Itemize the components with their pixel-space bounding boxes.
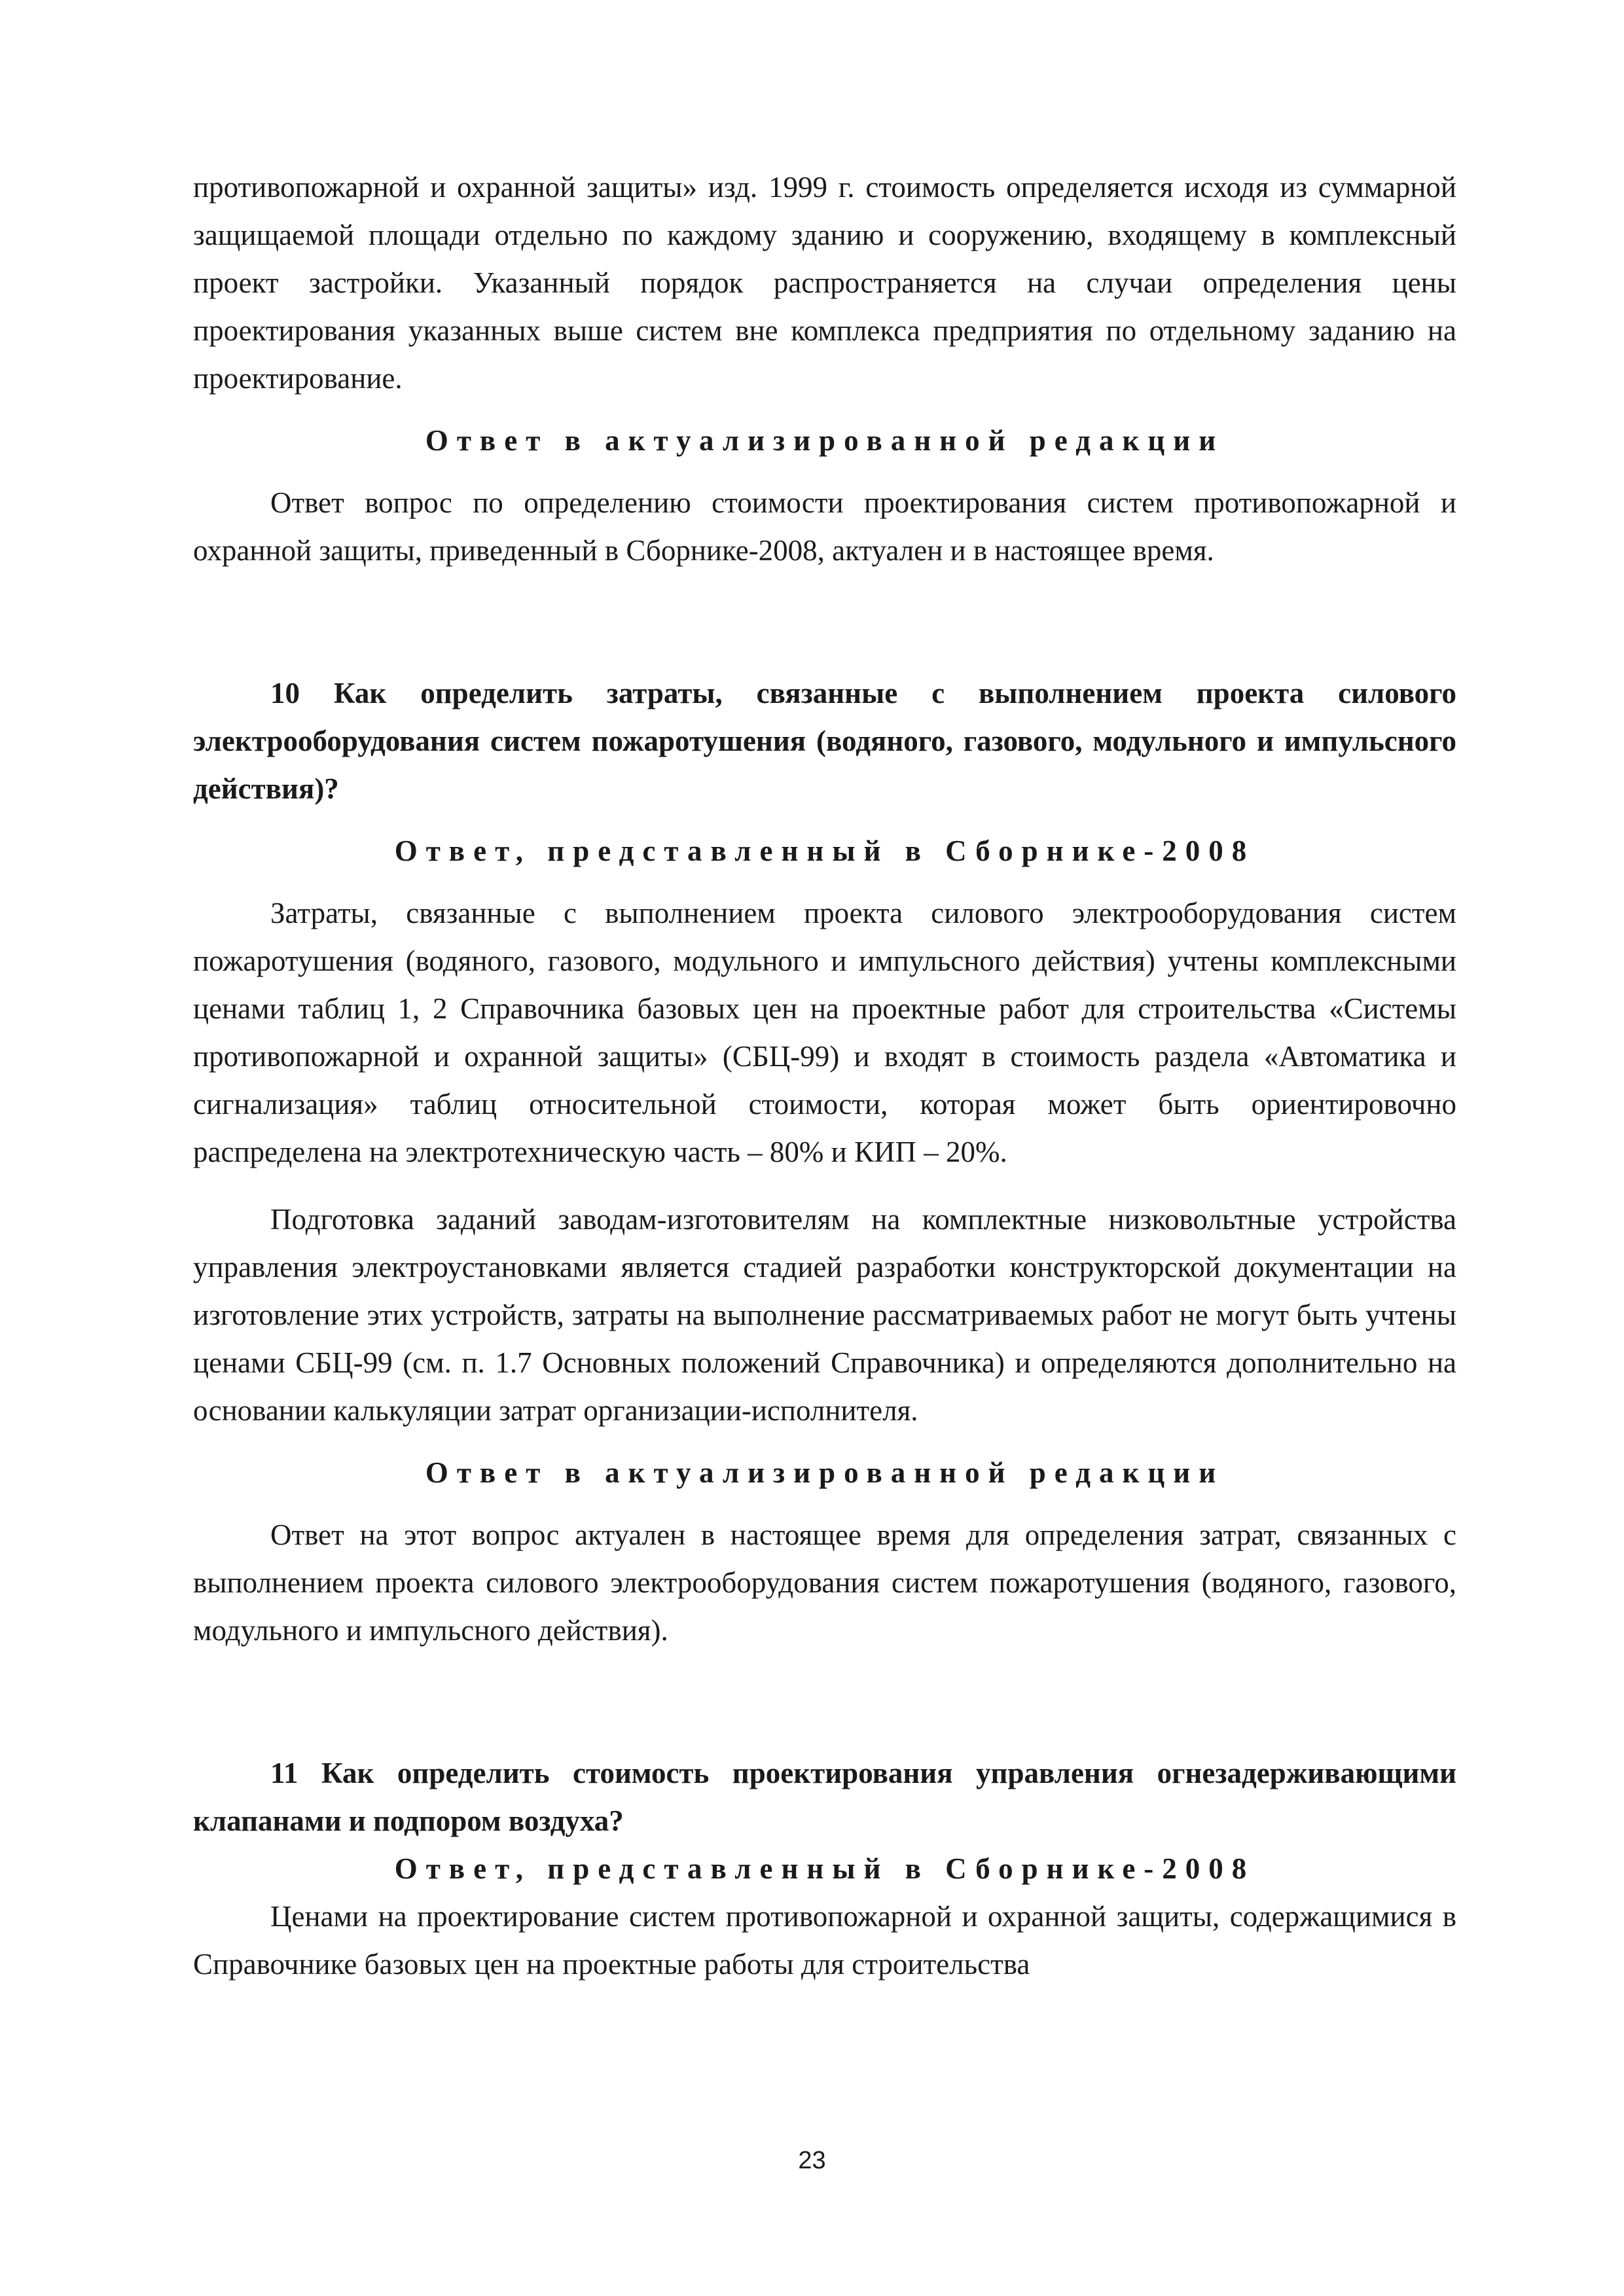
heading-collection-answer: Ответ, представленный в Сборнике-2008 [394, 834, 1255, 867]
heading-updated-answer: Ответ в актуализированной редакции [425, 1456, 1225, 1489]
heading-collection-answer: Ответ, представленный в Сборнике-2008 [394, 1852, 1255, 1885]
paragraph-updated-answer-9: Ответ вопрос по определению стоимости проектирования систем противопожарной и охранной защиты, приведенный в Сборнике-2008, актуален и в настоящее время. [193, 486, 1456, 567]
paragraph-updated-answer-10: Ответ на этот вопрос актуален в настоящее время для определения затрат, связанных с выполнением проекта силового электрооборудования систем пожаротушения (водяного, газового, модульного и импульсного действия). [193, 1518, 1456, 1647]
page-content [193, 164, 1456, 1988]
paragraph-collection-answer-10: Затраты, связанные с выполнением проекта силового электрооборудования систем пожаротушения (водяного, газового, модульного и импульсного действия) учтены комплексными ценами таблиц 1, 2 Справочника базовых цен на проектные работ для строительства «Системы противопожарной и охранной защиты» (СБЦ-99) и входят в стоимость раздела «Автоматика и сигнализация» таблиц относительной стоимости, которая может быть ориентировочно распределена на электротехническую часть – 80% и КИП – 20%. [193, 897, 1456, 1168]
question-11: 11 Как определить стоимость проектирования управления огнезадерживающими клапанами и подпором воздуха? [193, 1757, 1456, 1837]
page-number: 23 [798, 2147, 826, 2174]
paragraph-continued: противопожарной и охранной защиты» изд. 1999 г. стоимость определяется исходя из суммарной защищаемой площади отдельно по каждому зданию и сооружению, входящему в комплексный проект застройки. Указанный порядок распространяется на случаи определения цены проектирования указанных выше систем вне комплекса предприятия по отдельному заданию на проектирование. [193, 171, 1456, 395]
paragraph-collection-answer-11: Ценами на проектирование систем противопожарной и охранной защиты, содержащимися в Справочнике базовых цен на проектные работы для строительства [193, 1900, 1456, 1981]
question-10: 10 Как определить затраты, связанные с выполнением проекта силового электрооборудования систем пожаротушения (водяного, газового, модульного и импульсного действия)? [193, 677, 1456, 805]
heading-updated-answer: Ответ в актуализированной редакции [425, 424, 1225, 457]
paragraph-preparation-tasks: Подготовка заданий заводам-изготовителям на комплектные низковольтные устройства управления электроустановками является стадией разработки конструкторской документации на изготовление этих устройств, затраты на выполнение рассматриваемых работ не могут быть учтены ценами СБЦ-99 (см. п. 1.7 Основных положений Справочника) и определяются дополнительно на основании калькуляции затрат организации-исполнителя. [193, 1203, 1456, 1427]
